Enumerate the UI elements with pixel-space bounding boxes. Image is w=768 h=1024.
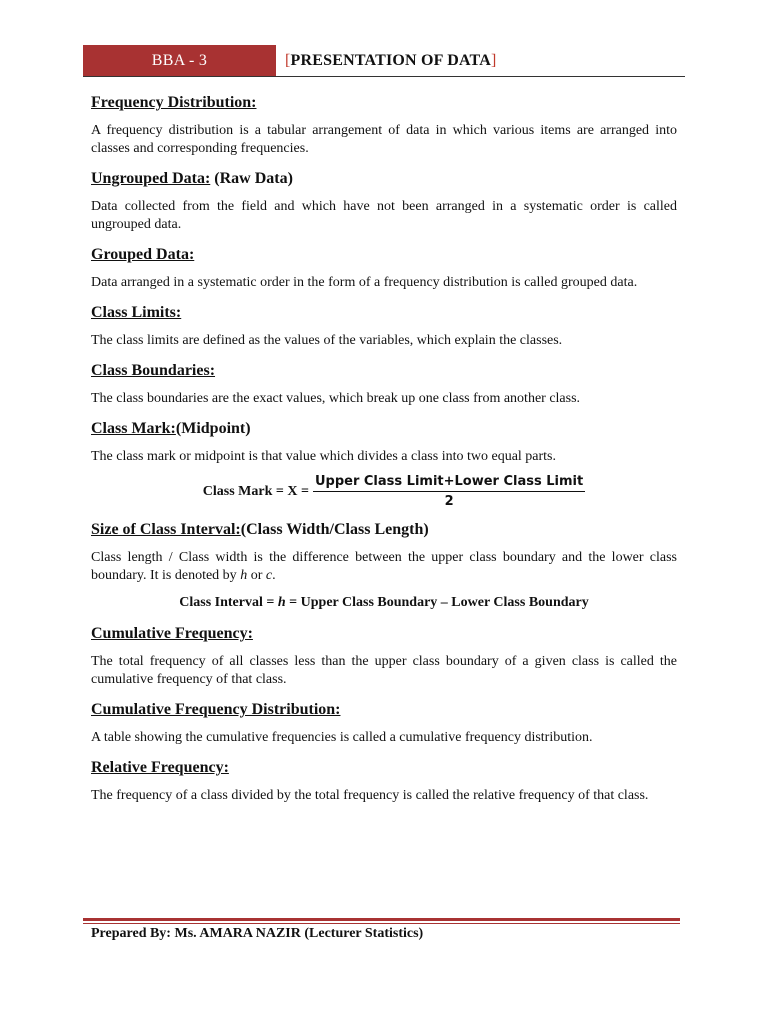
- heading-text: Relative Frequency:: [91, 759, 229, 776]
- section-heading: [91, 92, 677, 114]
- text-part: or: [247, 568, 266, 583]
- section-heading: [91, 519, 677, 541]
- formula-rhs: = Upper Class Boundary – Lower Class Boundary: [285, 595, 589, 610]
- section-class-mark: [91, 418, 677, 509]
- section-text: Data arranged in a systematic order in the form of a frequency distribution is called grouped data.: [91, 275, 638, 290]
- footer-credit: Prepared By: Ms. AMARA NAZIR (Lecturer Statistics): [91, 926, 424, 941]
- course-label: BBA - 3: [151, 52, 208, 69]
- section-grouped-data: [91, 244, 677, 292]
- formula-fraction: [313, 474, 585, 509]
- section-text: The class mark or midpoint is that value which divides a class into two equal parts.: [91, 449, 557, 464]
- formula-numerator: Upper Class Limit+Lower Class Limit: [313, 474, 585, 492]
- section-cumulative-frequency: [91, 623, 677, 689]
- section-text: A table showing the cumulative frequencies is called a cumulative frequency distribution.: [91, 730, 593, 745]
- heading-text: Frequency Distribution:: [91, 94, 257, 111]
- heading-suffix: (Class Width/Class Length): [240, 521, 429, 538]
- section-frequency-distribution: [91, 92, 677, 158]
- class-mark-formula: [111, 474, 677, 509]
- section-cumulative-frequency-distribution: [91, 699, 677, 747]
- header-rule: [83, 76, 685, 77]
- formula-lhs: Class Interval =: [179, 595, 278, 610]
- header-title: [285, 45, 497, 77]
- heading-text: Cumulative Frequency Distribution:: [91, 701, 341, 718]
- section-heading: [91, 168, 677, 190]
- heading-text: Grouped Data:: [91, 246, 195, 263]
- heading-text: Class Limits:: [91, 304, 182, 321]
- page-header: [83, 45, 685, 77]
- section-text: A frequency distribution is a tabular arrangement of data in which various items are arranged into classes and corresponding frequencies.: [91, 123, 677, 156]
- heading-suffix: (Midpoint): [175, 420, 251, 437]
- section-class-limits: [91, 302, 677, 350]
- section-heading: [91, 757, 677, 779]
- symbol-h: h: [240, 568, 248, 583]
- document-body: [91, 92, 677, 815]
- section-class-interval: [91, 519, 677, 611]
- footer-rule-thick: [83, 918, 680, 921]
- heading-text: Class Boundaries:: [91, 362, 216, 379]
- section-heading: [91, 360, 677, 382]
- section-text: The total frequency of all classes less than the upper class boundary of a given class is called the cumulative frequency of that class.: [91, 654, 677, 687]
- section-heading: [91, 418, 677, 440]
- section-text: [91, 549, 677, 585]
- formula-lhs: Class Mark = X =: [202, 483, 309, 499]
- header-title-text: PRESENTATION OF DATA: [290, 52, 491, 69]
- text-part: Class length / Class width is the difference between the upper class boundary and the lower class boundary. It is denoted by: [91, 550, 677, 583]
- section-heading: [91, 244, 677, 266]
- formula-h: h: [277, 595, 286, 610]
- symbol-c: c: [265, 568, 273, 583]
- formula-denominator: 2: [444, 494, 454, 509]
- section-heading: [91, 302, 677, 324]
- class-interval-formula: [91, 595, 677, 611]
- section-class-boundaries: [91, 360, 677, 408]
- section-text: Data collected from the field and which have not been arranged in a systematic order is called ungrouped data.: [91, 199, 677, 232]
- footer-rule-thin: [83, 923, 680, 924]
- text-part: .: [272, 568, 276, 583]
- course-tab: [83, 45, 276, 77]
- section-heading: [91, 623, 677, 645]
- bracket-open: [: [285, 52, 291, 69]
- section-text: The frequency of a class divided by the total frequency is called the relative frequency of that class.: [91, 788, 649, 803]
- section-ungrouped-data: [91, 168, 677, 234]
- heading-text: Class Mark:: [91, 420, 176, 437]
- section-text: The class limits are defined as the values of the variables, which explain the classes.: [91, 333, 563, 348]
- heading-text: Ungrouped Data:: [91, 170, 211, 187]
- heading-suffix: (Raw Data): [210, 170, 293, 187]
- section-relative-frequency: [91, 757, 677, 805]
- heading-text: Size of Class Interval:: [91, 521, 241, 538]
- bracket-close: ]: [491, 52, 497, 69]
- section-text: The class boundaries are the exact values, which break up one class from another class.: [91, 391, 581, 406]
- section-heading: [91, 699, 677, 721]
- heading-text: Cumulative Frequency:: [91, 625, 253, 642]
